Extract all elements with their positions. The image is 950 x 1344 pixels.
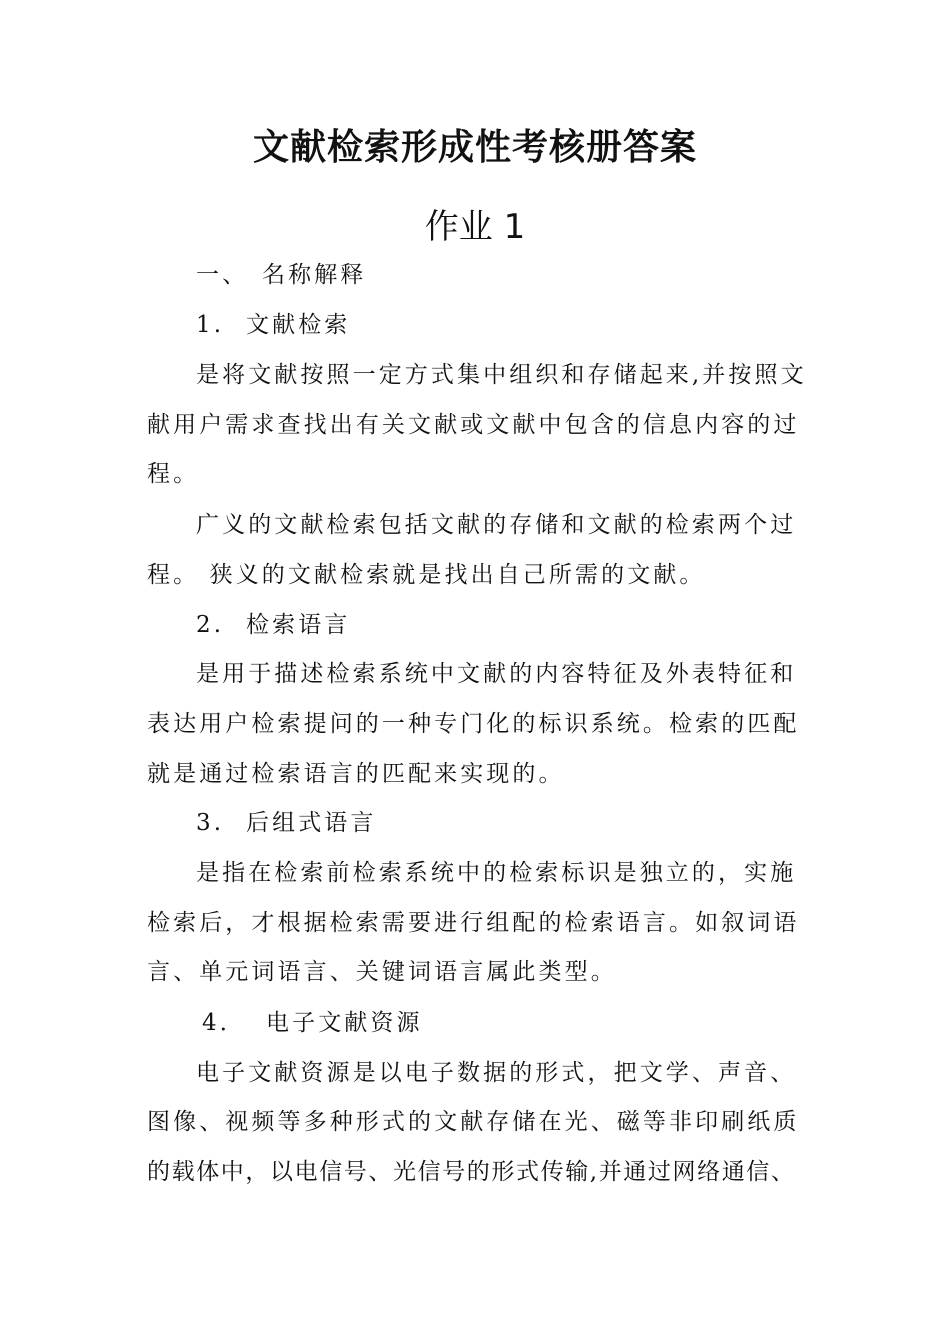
paragraph-line: 是将文献按照一定方式集中组织和存储起来,并按照文 (196, 362, 807, 388)
paragraph-line: 献用户需求查找出有关文献或文献中包含的信息内容的过 (147, 412, 800, 438)
section-heading (196, 258, 366, 292)
term-number: 2. (196, 612, 225, 638)
paragraph-line: 程。 狭义的文献检索就是找出自己所需的文献。 (147, 562, 706, 588)
term-title: 电子文献资源 (266, 1010, 423, 1036)
term-title: 后组式语言 (246, 810, 377, 836)
paragraph-line: 电子文献资源是以电子数据的形式，把文学、声音、 (196, 1060, 797, 1086)
section-label: 名称解释 (262, 262, 367, 288)
term-number: 4． (202, 1010, 246, 1036)
term-heading-2 (196, 608, 350, 642)
paragraph-line: 图像、视频等多种形式的文献存储在光、磁等非印刷纸质 (147, 1109, 800, 1135)
paragraph-line: 程。 (147, 461, 200, 487)
term-heading-1 (196, 308, 350, 342)
paragraph-line: 是用于描述检索系统中文献的内容特征及外表特征和 (196, 661, 797, 687)
paragraph-line: 的载体中，以电信号、光信号的形式传输,并通过网络通信、 (147, 1159, 796, 1185)
assignment-heading: 作业 1 (424, 207, 526, 247)
document-title: 文献检索形成性考核册答案 (252, 126, 697, 168)
term-number: 3. (196, 810, 225, 836)
term-number: 1. (196, 312, 225, 338)
paragraph-line: 检索后，才根据检索需要进行组配的检索语言。如叙词语 (147, 910, 800, 936)
paragraph-line: 就是通过检索语言的匹配来实现的。 (147, 761, 565, 787)
term-heading-4 (196, 1006, 423, 1040)
paragraph-line: 广义的文献检索包括文献的存储和文献的检索两个过 (196, 512, 797, 538)
paragraph-line: 言、单元词语言、关键词语言属此类型。 (147, 959, 617, 985)
paragraph-line: 是指在检索前检索系统中的检索标识是独立的，实施 (196, 860, 797, 886)
section-number: 一、 (196, 262, 249, 288)
paragraph-line: 表达用户检索提问的一种专门化的标识系统。检索的匹配 (147, 711, 800, 737)
term-heading-3 (196, 806, 377, 840)
term-title: 检索语言 (246, 612, 351, 638)
term-title: 文献检索 (246, 312, 351, 338)
